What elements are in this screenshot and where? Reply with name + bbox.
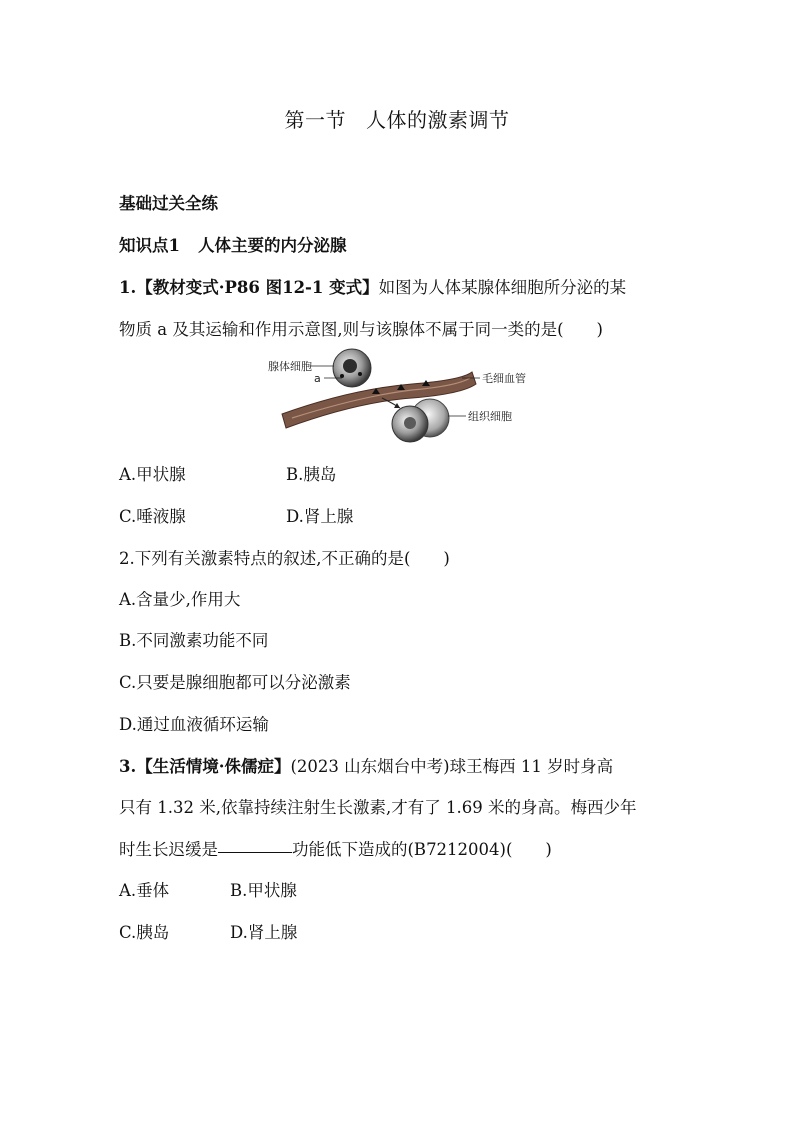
q1-option-a: A.甲状腺 [119,465,186,484]
gland-diagram [262,344,552,444]
label-tissue-cell: 组织细胞 [468,410,512,423]
q2-option-b: B.不同激素功能不同 [119,631,269,650]
q1-option-d: D.肾上腺 [286,507,354,526]
q2-stem: 2.下列有关激素特点的叙述,不正确的是( ) [119,549,450,568]
q1-text-line1: 如图为人体某腺体细胞所分泌的某 [378,278,627,297]
q1-line1 [119,274,626,298]
q1-option-c: C.唾液腺 [119,507,186,526]
q3-tag: 【生活情境·侏儒症】 [136,757,291,776]
q3-option-d: D.肾上腺 [230,923,298,942]
q2-option-c: C.只要是腺细胞都可以分泌激素 [119,673,351,692]
q1-number: 1. [119,278,137,297]
q3-option-c: C.胰岛 [119,923,170,942]
title-part1: 第一节 [284,108,346,132]
q3-text-line2: 只有 1.32 米,依靠持续注射生长激素,才有了 1.69 米的身高。梅西少年 [119,798,637,817]
q3-line3 [119,836,552,860]
q3-text-line3-pre: 时生长迟缓是 [119,840,218,859]
label-gland-cell: 腺体细胞 [268,360,312,373]
q3-option-a: A.垂体 [119,881,170,900]
page-title [0,104,794,133]
q3-number: 3. [119,757,137,776]
q3-text-line1: (2023 山东烟台中考)球王梅西 11 岁时身高 [290,757,614,776]
label-substance-a: a [314,372,321,385]
q1-text-line2: 物质 a 及其运输和作用示意图,则与该腺体不属于同一类的是( ) [119,320,603,339]
section-heading: 基础过关全练 [119,194,218,213]
title-part2: 人体的激素调节 [366,108,510,132]
q2-option-d: D.通过血液循环运输 [119,715,269,734]
q3-line1 [119,753,613,777]
knowledge-point-heading [119,232,346,256]
q1-option-b: B.胰岛 [286,465,337,484]
q2-option-a: A.含量少,作用大 [119,590,241,609]
q3-option-b: B.甲状腺 [230,881,297,900]
q3-text-line3-post: 功能低下造成的(B7212004)( ) [292,840,552,859]
q3-answer-blank[interactable] [218,851,292,853]
q1-tag: 【教材变式·P86 图12-1 变式】 [136,278,379,297]
label-capillary: 毛细血管 [482,372,526,385]
knowledge-point-text: 人体主要的内分泌腺 [197,236,347,255]
knowledge-point-label: 知识点1 [119,236,180,255]
